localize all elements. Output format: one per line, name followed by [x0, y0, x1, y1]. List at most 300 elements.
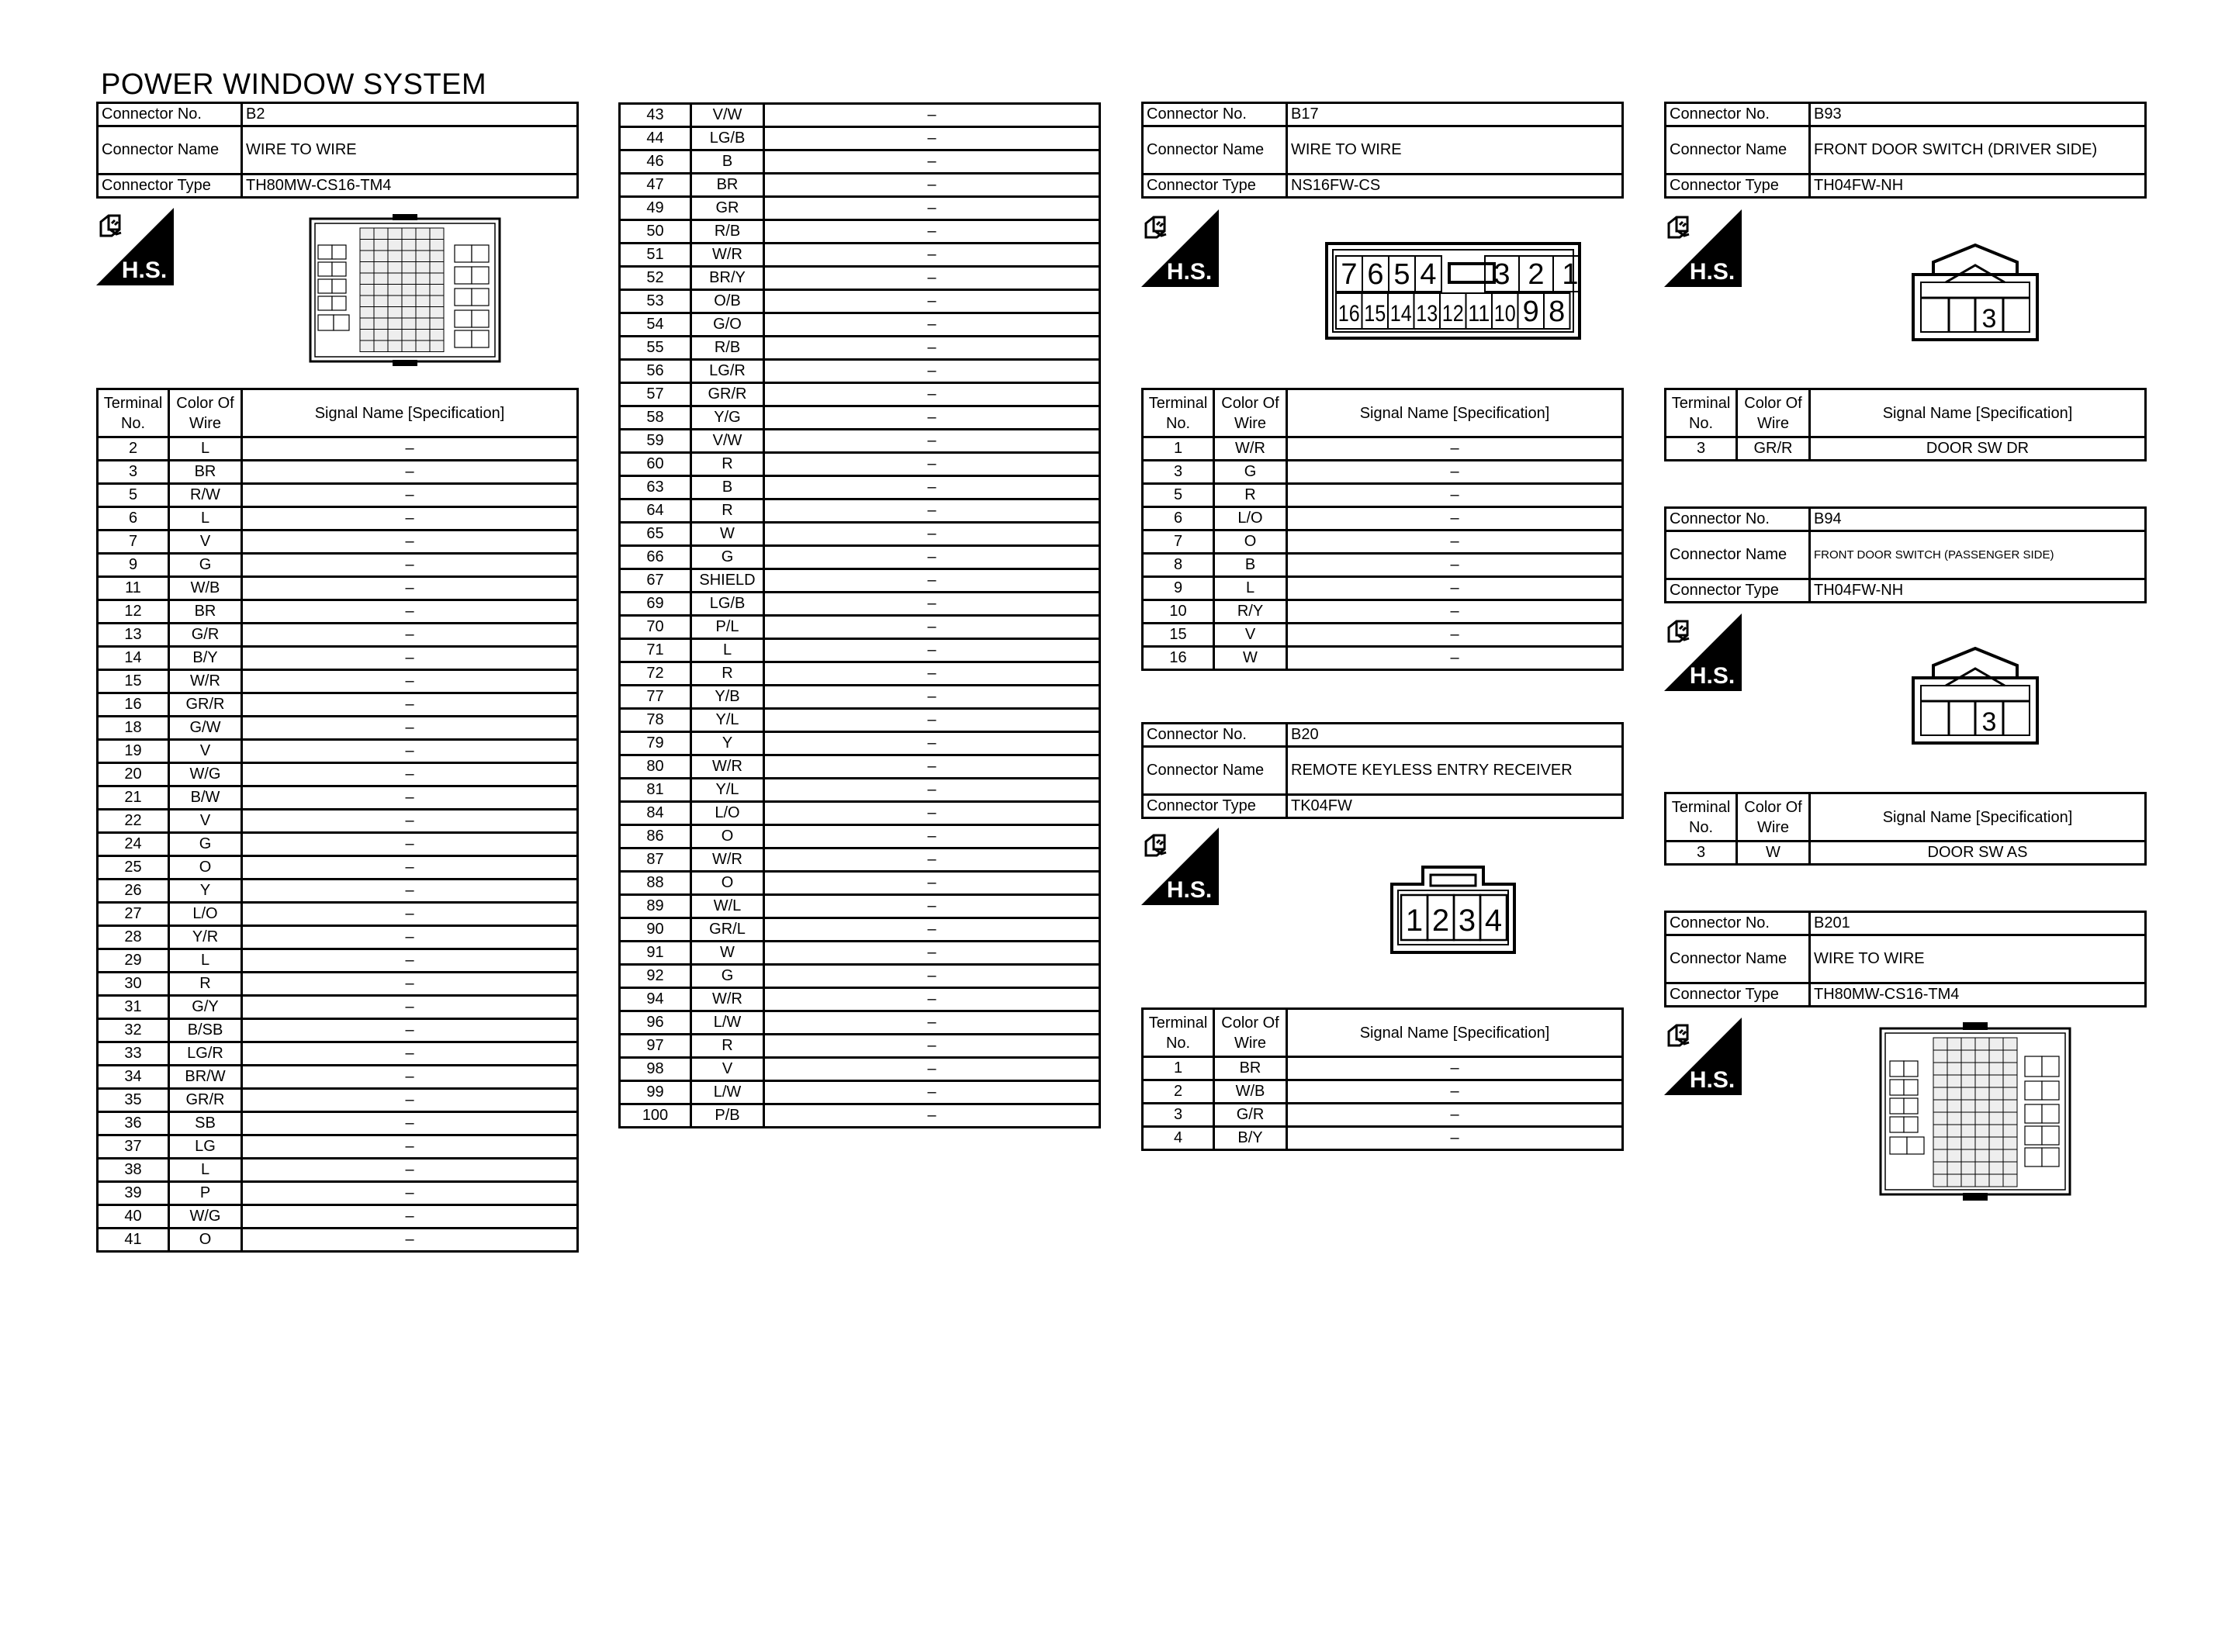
b94-connector-no: B94 — [1810, 508, 2146, 531]
wire-color-cell: L — [169, 437, 242, 461]
color-of-wire-header: Color Of Wire — [1214, 389, 1287, 437]
signal-name-cell: – — [764, 616, 1100, 639]
connector-name-label: Connector Name — [98, 126, 242, 175]
wire-color-cell: GR/L — [691, 918, 764, 942]
signal-name-cell: – — [242, 670, 578, 693]
terminal-no-cell: 28 — [98, 926, 169, 949]
wire-color-cell: LG/R — [169, 1042, 242, 1066]
signal-name-cell: – — [764, 104, 1100, 127]
color-of-wire-header: Color Of Wire — [1214, 1009, 1287, 1057]
signal-name-cell: – — [1287, 531, 1623, 554]
wire-color-cell: R/W — [169, 484, 242, 507]
wire-color-cell: R — [169, 973, 242, 996]
wire-color-cell: Y/B — [691, 686, 764, 709]
table-row — [98, 810, 578, 833]
wire-color-cell: L/O — [1214, 507, 1287, 531]
wire-color-cell: B/SB — [169, 1019, 242, 1042]
svg-text:H.S.: H.S. — [1166, 259, 1213, 285]
signal-name-cell: – — [242, 763, 578, 786]
harness-side-icon — [1141, 209, 1219, 287]
signal-name-cell: – — [242, 1159, 578, 1182]
signal-name-cell: – — [242, 484, 578, 507]
wire-color-cell: W — [691, 523, 764, 546]
b17-connector-type: NS16FW-CS — [1287, 175, 1623, 198]
table-row — [98, 1112, 578, 1135]
table-row — [98, 437, 578, 461]
table-row — [1143, 484, 1623, 507]
connector-type-label: Connector Type — [1666, 175, 1810, 198]
b17-terminal-table — [1141, 388, 1624, 671]
connector-type-label: Connector Type — [1143, 795, 1287, 818]
signal-name-cell: – — [764, 337, 1100, 360]
terminal-no-cell: 9 — [1143, 577, 1214, 600]
b93-connector-type: TH04FW-NH — [1810, 175, 2146, 198]
signal-name-cell: – — [1287, 647, 1623, 670]
table-row — [620, 895, 1100, 918]
wire-color-cell: G — [169, 833, 242, 856]
connector-name-label: Connector Name — [1666, 126, 1810, 175]
connector-type-label: Connector Type — [1666, 983, 1810, 1007]
signal-name-cell: – — [242, 554, 578, 577]
pin-label: 14 — [1389, 301, 1412, 327]
terminal-no-cell: 10 — [1143, 600, 1214, 624]
wire-color-cell: G/O — [691, 313, 764, 337]
terminal-no-cell: 79 — [620, 732, 691, 755]
wire-color-cell: W/R — [691, 988, 764, 1011]
wire-color-cell: L — [1214, 577, 1287, 600]
signal-name-cell: – — [764, 988, 1100, 1011]
b94-connector-name: FRONT DOOR SWITCH (PASSENGER SIDE) — [1810, 531, 2146, 579]
wire-color-cell: L/O — [691, 802, 764, 825]
wire-color-cell: W/R — [691, 244, 764, 267]
wire-color-cell: GR/R — [691, 383, 764, 406]
terminal-no-cell: 84 — [620, 802, 691, 825]
terminal-no-cell: 92 — [620, 965, 691, 988]
terminal-no-cell: 2 — [98, 437, 169, 461]
signal-name-cell: – — [764, 593, 1100, 616]
table-row — [620, 360, 1100, 383]
terminal-no-cell: 59 — [620, 430, 691, 453]
pin-label: 12 — [1441, 301, 1464, 327]
terminal-no-cell: 16 — [98, 693, 169, 717]
table-row — [98, 507, 578, 531]
wire-color-cell: R — [691, 1035, 764, 1058]
b93-terminal-table — [1664, 388, 2147, 461]
table-row — [1143, 1127, 1623, 1150]
terminal-no-cell: 80 — [620, 755, 691, 779]
table-row — [620, 1011, 1100, 1035]
signal-name-cell: – — [242, 740, 578, 763]
terminal-no-cell: 4 — [1143, 1127, 1214, 1150]
signal-name-cell: – — [764, 197, 1100, 220]
terminal-no-cell: 27 — [98, 903, 169, 926]
wire-color-cell: P/L — [691, 616, 764, 639]
table-row — [98, 554, 578, 577]
table-row — [620, 593, 1100, 616]
connector-no-label: Connector No. — [1666, 103, 1810, 126]
table-row — [98, 461, 578, 484]
pin-label: 2 — [1431, 904, 1450, 938]
table-row — [98, 740, 578, 763]
terminal-no-cell: 99 — [620, 1081, 691, 1104]
signal-name-cell: – — [764, 523, 1100, 546]
terminal-no-cell: 47 — [620, 174, 691, 197]
table-row — [620, 709, 1100, 732]
terminal-no-cell: 5 — [1143, 484, 1214, 507]
terminal-no-cell: 9 — [98, 554, 169, 577]
pin-label: 16 — [1338, 301, 1360, 327]
table-row — [620, 453, 1100, 476]
wire-color-cell: W/R — [691, 755, 764, 779]
signal-name-cell: – — [242, 647, 578, 670]
pin-label: 6 — [1367, 258, 1384, 291]
table-row — [620, 988, 1100, 1011]
wire-color-cell: V — [691, 1058, 764, 1081]
signal-name-cell: – — [764, 569, 1100, 593]
terminal-no-cell: 63 — [620, 476, 691, 499]
table-row — [98, 973, 578, 996]
wire-color-cell: L/W — [691, 1011, 764, 1035]
wire-color-cell: O/B — [691, 290, 764, 313]
b20-terminal-table — [1141, 1007, 1624, 1151]
signal-name-cell: – — [1287, 461, 1623, 484]
signal-name-cell: – — [764, 360, 1100, 383]
terminal-no-cell: 51 — [620, 244, 691, 267]
terminal-no-cell: 26 — [98, 880, 169, 903]
signal-name-cell: – — [764, 848, 1100, 872]
terminal-no-cell: 53 — [620, 290, 691, 313]
table-row — [1143, 554, 1623, 577]
wire-color-cell: B/Y — [169, 647, 242, 670]
signal-name-cell: – — [1287, 484, 1623, 507]
connector-no-label: Connector No. — [1666, 912, 1810, 935]
wire-color-cell: W/R — [1214, 437, 1287, 461]
wire-color-cell: G — [1214, 461, 1287, 484]
table-row — [98, 670, 578, 693]
wire-color-cell: G/R — [1214, 1104, 1287, 1127]
terminal-no-header: Terminal No. — [98, 389, 169, 437]
color-of-wire-header: Color Of Wire — [169, 389, 242, 437]
wire-color-cell: LG/B — [691, 593, 764, 616]
signal-name-cell: – — [764, 430, 1100, 453]
wire-color-cell: W — [691, 942, 764, 965]
signal-name-header: Signal Name [Specification] — [1810, 793, 2146, 842]
signal-name-cell: – — [764, 942, 1100, 965]
b2-connector-no: B2 — [242, 103, 578, 126]
wire-color-cell: W/R — [169, 670, 242, 693]
terminal-no-cell: 15 — [98, 670, 169, 693]
signal-name-cell: – — [764, 918, 1100, 942]
signal-name-cell: – — [764, 499, 1100, 523]
signal-name-cell: – — [764, 476, 1100, 499]
wire-color-cell: Y/L — [691, 709, 764, 732]
signal-name-cell: – — [764, 662, 1100, 686]
b17-info-table — [1141, 102, 1624, 199]
wire-color-cell: GR/R — [169, 693, 242, 717]
b2-info-table — [96, 102, 579, 199]
terminal-no-cell: 97 — [620, 1035, 691, 1058]
signal-name-cell: – — [1287, 577, 1623, 600]
terminal-no-cell: 40 — [98, 1205, 169, 1229]
wire-color-cell: W/L — [691, 895, 764, 918]
table-row — [1143, 1104, 1623, 1127]
wire-color-cell: B — [691, 150, 764, 174]
terminal-no-cell: 31 — [98, 996, 169, 1019]
b93-info-table — [1664, 102, 2147, 199]
wire-color-cell: G — [169, 554, 242, 577]
terminal-no-cell: 91 — [620, 942, 691, 965]
table-row — [98, 1019, 578, 1042]
b20-info-table — [1141, 722, 1624, 819]
table-row — [620, 825, 1100, 848]
b201-connector-name: WIRE TO WIRE — [1810, 935, 2146, 983]
signal-name-cell: – — [242, 973, 578, 996]
table-row — [98, 1229, 578, 1252]
table-row — [620, 244, 1100, 267]
svg-text:H.S.: H.S. — [1166, 877, 1213, 903]
signal-name-cell: – — [764, 802, 1100, 825]
signal-name-cell: – — [242, 1066, 578, 1089]
signal-name-cell: – — [1287, 437, 1623, 461]
table-row — [620, 779, 1100, 802]
table-row — [620, 523, 1100, 546]
signal-name-cell: – — [242, 600, 578, 624]
b94-info-table — [1664, 506, 2147, 603]
b93-pin-3: 3 — [1981, 304, 1997, 334]
terminal-no-cell: 54 — [620, 313, 691, 337]
b20-connector-name: REMOTE KEYLESS ENTRY RECEIVER — [1287, 747, 1623, 795]
wire-color-cell: L/W — [691, 1081, 764, 1104]
table-row — [620, 872, 1100, 895]
table-row — [98, 1042, 578, 1066]
terminal-no-cell: 86 — [620, 825, 691, 848]
pin-label: 10 — [1493, 301, 1516, 327]
wire-color-cell: L — [169, 1159, 242, 1182]
signal-name-cell: – — [764, 1104, 1100, 1128]
wire-color-cell: W/B — [1214, 1080, 1287, 1104]
signal-name-header: Signal Name [Specification] — [242, 389, 578, 437]
terminal-no-cell: 30 — [98, 973, 169, 996]
terminal-no-cell: 29 — [98, 949, 169, 973]
terminal-no-cell: 64 — [620, 499, 691, 523]
harness-side-icon — [96, 208, 174, 285]
table-row — [620, 174, 1100, 197]
terminal-no-cell: 11 — [98, 577, 169, 600]
wire-color-cell: V — [1214, 624, 1287, 647]
signal-name-cell: – — [242, 437, 578, 461]
color-of-wire-header: Color Of Wire — [1737, 389, 1810, 437]
wire-color-cell: R — [1214, 484, 1287, 507]
terminal-no-cell: 41 — [98, 1229, 169, 1252]
terminal-no-cell: 1 — [1143, 437, 1214, 461]
wire-color-cell: R/B — [691, 337, 764, 360]
table-row — [620, 220, 1100, 244]
wire-color-cell: Y/R — [169, 926, 242, 949]
b94-connector-diagram — [1912, 647, 2039, 745]
wire-color-cell: B — [1214, 554, 1287, 577]
table-row — [1143, 531, 1623, 554]
table-row — [98, 856, 578, 880]
wire-color-cell: W/G — [169, 1205, 242, 1229]
wire-color-cell: R — [691, 662, 764, 686]
wire-color-cell: O — [1214, 531, 1287, 554]
b2-connector-diagram — [309, 214, 501, 366]
svg-text:H.S.: H.S. — [1689, 1067, 1735, 1093]
table-row — [1143, 624, 1623, 647]
signal-name-cell: – — [764, 150, 1100, 174]
table-row — [98, 693, 578, 717]
table-row — [1143, 437, 1623, 461]
table-row — [1666, 842, 2146, 865]
b201-info-table — [1664, 911, 2147, 1007]
terminal-no-cell: 3 — [1666, 437, 1737, 461]
connector-no-label: Connector No. — [1666, 508, 1810, 531]
terminal-no-cell: 58 — [620, 406, 691, 430]
signal-name-cell: – — [242, 461, 578, 484]
connector-no-label: Connector No. — [98, 103, 242, 126]
harness-side-icon — [1664, 613, 1742, 691]
signal-name-cell: – — [242, 833, 578, 856]
table-row — [98, 1089, 578, 1112]
table-row — [620, 313, 1100, 337]
signal-name-cell: – — [242, 856, 578, 880]
signal-name-cell: – — [242, 926, 578, 949]
table-row — [98, 949, 578, 973]
terminal-no-cell: 16 — [1143, 647, 1214, 670]
wire-color-cell: O — [691, 872, 764, 895]
signal-name-cell: – — [764, 825, 1100, 848]
terminal-no-cell: 2 — [1143, 1080, 1214, 1104]
wire-color-cell: L — [169, 949, 242, 973]
table-row — [98, 484, 578, 507]
terminal-no-header: Terminal No. — [1666, 793, 1737, 842]
key-slot — [1449, 264, 1494, 282]
wire-color-cell: O — [169, 1229, 242, 1252]
wire-color-cell: LG/B — [691, 127, 764, 150]
signal-name-cell: – — [1287, 600, 1623, 624]
table-row — [620, 848, 1100, 872]
wire-color-cell: L — [691, 639, 764, 662]
table-row — [98, 647, 578, 670]
terminal-no-cell: 81 — [620, 779, 691, 802]
color-of-wire-header: Color Of Wire — [1737, 793, 1810, 842]
table-row — [1143, 600, 1623, 624]
wire-color-cell: G/R — [169, 624, 242, 647]
pin-label: 11 — [1468, 301, 1490, 327]
signal-name-cell: – — [1287, 507, 1623, 531]
wire-color-cell: SB — [169, 1112, 242, 1135]
page-title: POWER WINDOW SYSTEM — [101, 68, 487, 101]
table-row — [98, 717, 578, 740]
wire-color-cell: G — [691, 546, 764, 569]
pin-label: 3 — [1493, 258, 1511, 291]
wire-color-cell: V/W — [691, 104, 764, 127]
table-row — [620, 267, 1100, 290]
wire-color-cell: R/B — [691, 220, 764, 244]
signal-name-cell: – — [242, 810, 578, 833]
signal-name-cell: – — [764, 872, 1100, 895]
pin-label: 5 — [1393, 258, 1410, 291]
wire-color-cell: W/G — [169, 763, 242, 786]
wire-color-cell: LG/R — [691, 360, 764, 383]
wire-color-cell: W — [1214, 647, 1287, 670]
wire-color-cell: V/W — [691, 430, 764, 453]
terminal-no-cell: 87 — [620, 848, 691, 872]
wire-color-cell: LG — [169, 1135, 242, 1159]
terminal-no-cell: 19 — [98, 740, 169, 763]
signal-name-cell: – — [242, 786, 578, 810]
table-row — [620, 197, 1100, 220]
signal-name-cell: – — [764, 383, 1100, 406]
connector-no-label: Connector No. — [1143, 103, 1287, 126]
signal-name-cell: – — [242, 1019, 578, 1042]
terminal-no-header: Terminal No. — [1143, 1009, 1214, 1057]
table-row — [98, 1182, 578, 1205]
terminal-no-cell: 70 — [620, 616, 691, 639]
signal-name-cell: – — [242, 507, 578, 531]
wire-color-cell: Y — [169, 880, 242, 903]
terminal-no-cell: 37 — [98, 1135, 169, 1159]
signal-name-cell: – — [242, 1182, 578, 1205]
table-row — [620, 150, 1100, 174]
terminal-no-cell: 6 — [1143, 507, 1214, 531]
connector-no-label: Connector No. — [1143, 724, 1287, 747]
wire-color-cell: L — [169, 507, 242, 531]
terminal-no-cell: 67 — [620, 569, 691, 593]
terminal-no-cell: 25 — [98, 856, 169, 880]
table-row — [98, 763, 578, 786]
table-row — [98, 1159, 578, 1182]
signal-name-cell: – — [242, 531, 578, 554]
table-row — [620, 499, 1100, 523]
terminal-no-cell: 44 — [620, 127, 691, 150]
signal-name-cell: – — [242, 1042, 578, 1066]
signal-name-cell: – — [242, 949, 578, 973]
b20-connector-type: TK04FW — [1287, 795, 1623, 818]
table-row — [98, 926, 578, 949]
pin-label: 2 — [1528, 258, 1545, 291]
terminal-no-cell: 15 — [1143, 624, 1214, 647]
terminal-no-cell: 13 — [98, 624, 169, 647]
wire-color-cell: G/Y — [169, 996, 242, 1019]
b201-connector-no: B201 — [1810, 912, 2146, 935]
b17-connector-diagram — [1325, 242, 1581, 340]
terminal-no-cell: 18 — [98, 717, 169, 740]
connector-name-label: Connector Name — [1143, 747, 1287, 795]
terminal-no-cell: 34 — [98, 1066, 169, 1089]
b94-pin-3: 3 — [1981, 707, 1997, 737]
svg-text:H.S.: H.S. — [121, 257, 168, 283]
table-row — [620, 942, 1100, 965]
table-row — [1143, 1080, 1623, 1104]
signal-name-cell: – — [242, 1112, 578, 1135]
terminal-no-cell: 20 — [98, 763, 169, 786]
signal-name-cell: – — [764, 1081, 1100, 1104]
table-row — [620, 337, 1100, 360]
table-row — [1143, 1057, 1623, 1080]
terminal-no-cell: 35 — [98, 1089, 169, 1112]
terminal-no-cell: 55 — [620, 337, 691, 360]
table-row — [98, 624, 578, 647]
wire-color-cell: V — [169, 740, 242, 763]
signal-name-cell: – — [1287, 554, 1623, 577]
wire-color-cell: BR/W — [169, 1066, 242, 1089]
terminal-no-cell: 90 — [620, 918, 691, 942]
terminal-no-cell: 49 — [620, 197, 691, 220]
table-row — [620, 569, 1100, 593]
wire-color-cell: G — [691, 965, 764, 988]
b93-connector-no: B93 — [1810, 103, 2146, 126]
